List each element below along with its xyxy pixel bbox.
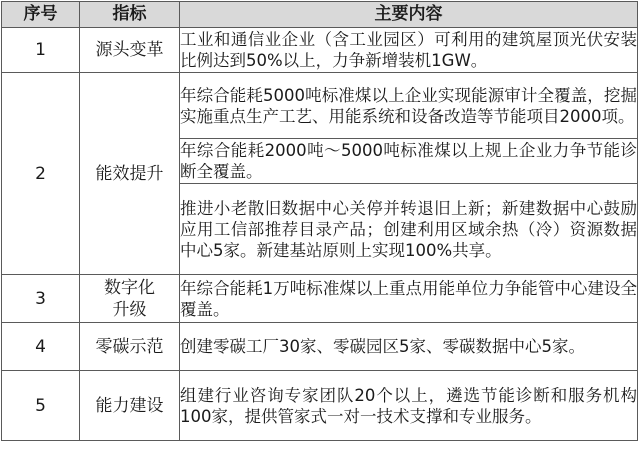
row-content: 创建零碳工厂30家、零碳园区5家、零碳数据中心5家。	[180, 323, 638, 371]
table-row	[2, 28, 638, 73]
table-row	[2, 323, 638, 371]
row-indicator: 零碳示范	[80, 323, 180, 371]
row-number: 2	[2, 73, 80, 275]
row-indicator: 能力建设	[80, 371, 180, 441]
row-indicator: 数字化升级	[80, 275, 180, 323]
header-indicator: 指标	[80, 2, 180, 28]
row-content: 年综合能耗2000吨～5000吨标准煤以上规上企业力争节能诊断全覆盖。	[180, 139, 638, 184]
row-content: 年综合能耗1万吨标准煤以上重点用能单位力争能管中心建设全覆盖。	[180, 275, 638, 323]
row-indicator: 能效提升	[80, 73, 180, 275]
row-number: 1	[2, 28, 80, 73]
row-number: 3	[2, 275, 80, 323]
row-number: 5	[2, 371, 80, 441]
targets-table	[1, 1, 638, 441]
table-row	[2, 275, 638, 323]
row-content: 年综合能耗5000吨标准煤以上企业实现能源审计全覆盖，挖掘实施重点生产工艺、用能系统和设备改造等节能项目2000项。	[180, 73, 638, 139]
header-row	[2, 2, 638, 28]
row-indicator: 源头变革	[80, 28, 180, 73]
header-no: 序号	[2, 2, 80, 28]
row-content: 组建行业咨询专家团队20个以上，遴选节能诊断和服务机构100家，提供管家式一对一技术支撑和专业服务。	[180, 371, 638, 441]
row-content: 工业和通信业企业（含工业园区）可利用的建筑屋顶光伏安装比例达到50%以上，力争新增装机1GW。	[180, 28, 638, 73]
row-number: 4	[2, 323, 80, 371]
row-content: 推进小老散旧数据中心关停并转退旧上新；新建数据中心鼓励应用工信部推荐目录产品；创建利用区域余热（冷）资源数据中心5家。新建基站原则上实现100%共享。	[180, 184, 638, 275]
header-content: 主要内容	[180, 2, 638, 28]
table-row	[2, 371, 638, 441]
table-row	[2, 73, 638, 139]
